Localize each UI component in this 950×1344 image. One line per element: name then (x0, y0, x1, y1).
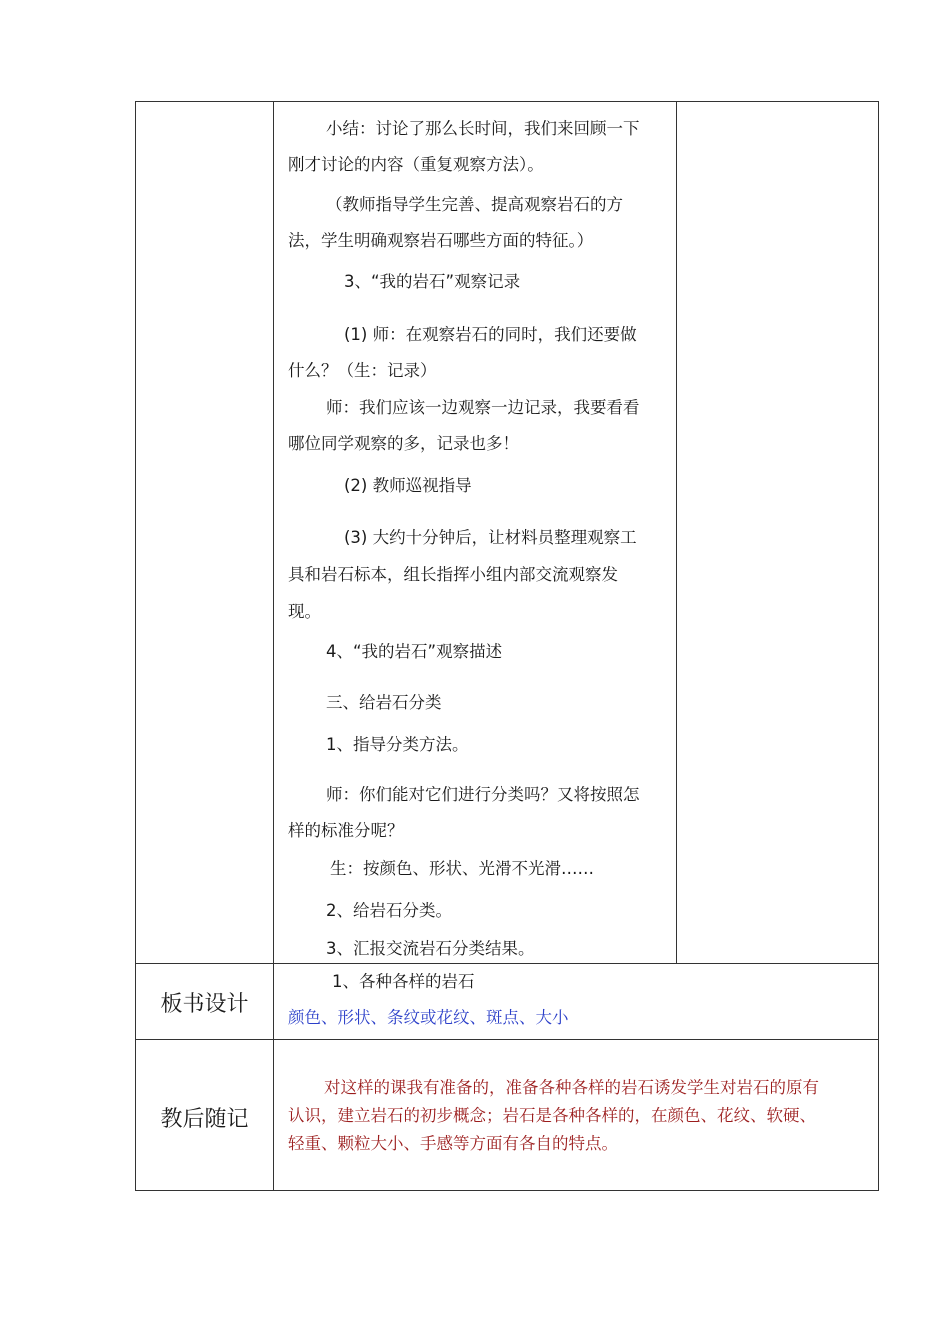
blackboard-features: 颜色、形状、条纹或花纹、斑点、大小 (288, 1008, 569, 1027)
para-classify-q-line2: 样的标准分呢？ (288, 821, 404, 840)
para-classify-q-line1: 师：你们能对它们进行分类吗？又将按照怎 (326, 785, 640, 804)
heading-observation-description: 4、“我的岩石”观察描述 (326, 642, 503, 661)
para-guidance-line1: （教师指导学生完善、提高观察岩石的方 (326, 195, 623, 214)
heading-classify-rocks: 三、给岩石分类 (326, 693, 442, 712)
blackboard-content-cell (274, 964, 879, 1040)
reflection-row (136, 1040, 879, 1191)
blackboard-title: 1、各种各样的岩石 (332, 972, 475, 991)
blackboard-label-cell (136, 964, 274, 1040)
process-label-cell (136, 102, 274, 964)
process-content-cell (274, 102, 677, 964)
blackboard-label: 板书设计 (160, 992, 249, 1017)
blackboard-row (136, 964, 879, 1040)
para-teacher-line2: 哪位同学观察的多，记录也多！ (288, 434, 519, 453)
para-teacher-line1: 师：我们应该一边观察一边记录，我要看看 (326, 398, 640, 417)
para-student-answer: 生：按颜色、形状、光滑不光滑…… (330, 859, 594, 878)
reflection-content-cell (274, 1040, 879, 1191)
para-teacher-patrol: (2) 教师巡视指导 (344, 476, 472, 495)
reflection-label-cell (136, 1040, 274, 1191)
heading-observation-record: 3、“我的岩石”观察记录 (344, 272, 521, 291)
para-ten-minutes-line1: (3) 大约十分钟后，让材料员整理观察工 (344, 528, 637, 547)
para-classify-step3: 3、汇报交流岩石分类结果。 (326, 939, 535, 958)
reflection-line3: 轻重、颗粒大小、手感等方面有各自的特点。 (288, 1134, 618, 1153)
para-ten-minutes-line3: 现。 (288, 602, 321, 621)
para-summary-line1: 小结：讨论了那么长时间，我们来回顾一下 (326, 119, 640, 138)
para-record-q-line2: 什么？（生：记录） (288, 361, 437, 380)
notes-cell (677, 102, 879, 964)
reflection-line2: 认识，建立岩石的初步概念；岩石是各种各样的，在颜色、花纹、软硬、 (288, 1106, 816, 1125)
para-ten-minutes-line2: 具和岩石标本，组长指挥小组内部交流观察发 (288, 565, 618, 584)
reflection-line1: 对这样的课我有准备的，准备各种各样的岩石诱发学生对岩石的原有 (324, 1078, 819, 1097)
lesson-plan-table (135, 101, 879, 1191)
reflection-label: 教后随记 (160, 1107, 249, 1132)
para-record-q-line1: (1) 师：在观察岩石的同时，我们还要做 (344, 325, 637, 344)
para-classify-step2: 2、给岩石分类。 (326, 901, 452, 920)
para-summary-line2: 刚才讨论的内容（重复观察方法）。 (288, 155, 544, 174)
para-guidance-line2: 法，学生明确观察岩石哪些方面的特征。） (288, 231, 594, 250)
para-classify-method: 1、指导分类方法。 (326, 735, 469, 754)
process-row (136, 102, 879, 964)
